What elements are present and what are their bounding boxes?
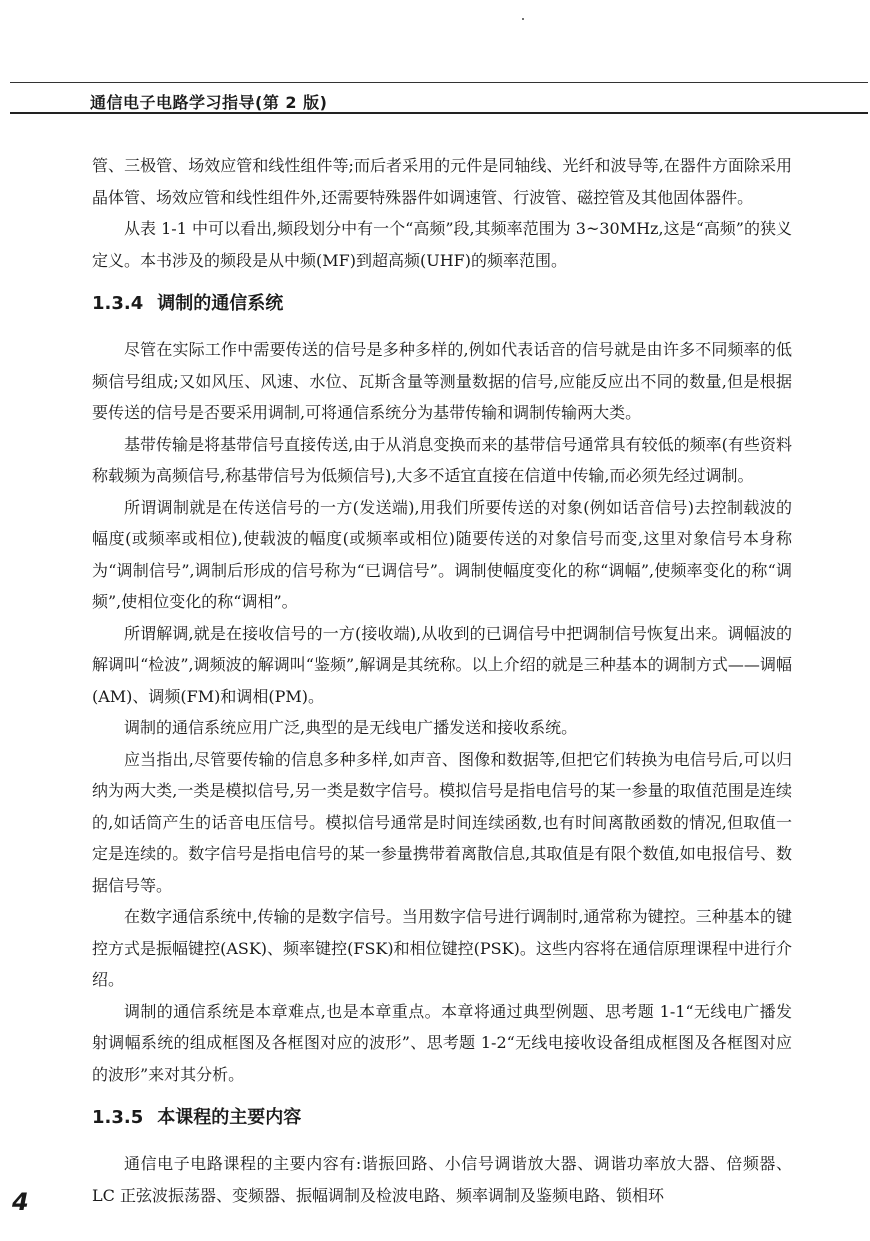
paragraph: 基带传输是将基带信号直接传送,由于从消息变换而来的基带信号通常具有较低的频率(有些资料称载频为高频信号,称基带信号为低频信号),大多不适宜直接在信道中传输,而必须先经过调制。 <box>92 434 792 485</box>
paragraph: 尽管在实际工作中需要传送的信号是多种多样的,例如代表话音的信号就是由许多不同频率的低频信号组成;又如风压、风速、水位、瓦斯含量等测量数据的信号,应能反应出不同的数量,但是根据要传送的信号是否要采用调制,可将通信系统分为基带传输和调制传输两大类。 <box>92 340 792 422</box>
paragraph: 调制的通信系统是本章难点,也是本章重点。本章将通过典型例题、思考题 1-1“无线电广播发射调幅系统的组成框图及各框图对应的波形”、思考题 1-2“无线电接收设备组成框图及各框图对应的波形”来对其分析。 <box>92 1001 792 1084</box>
paragraph: 管、三极管、场效应管和线性组件等;而后者采用的元件是同轴线、光纤和波导等,在器件方面除采用晶体管、场效应管和线性组件外,还需要特殊器件如调速管、行波管、磁控管及其他固体器件。 <box>92 156 792 207</box>
paragraph: 从表 1-1 中可以看出,频段划分中有一个“高频”段,其频率范围为 3~30MHz,这是“高频”的狭义定义。本书涉及的频段是从中频(MF)到超高频(UHF)的频率范围。 <box>92 219 792 270</box>
paragraph: 所谓解调,就是在接收信号的一方(接收端),从收到的已调信号中把调制信号恢复出来。调幅波的解调叫“检波”,调频波的解调叫“鉴频”,解调是其统称。以上介绍的就是三种基本的调制方式——调幅(AM)、调频(FM)和调相(PM)。 <box>92 623 792 706</box>
scan-speck <box>522 18 524 20</box>
running-header: 通信电子电路学习指导(第 2 版) <box>90 93 328 112</box>
body-text <box>92 150 792 1211</box>
header-rule <box>10 112 868 114</box>
section-number: 1.3.5 <box>92 1107 144 1128</box>
paragraph: 应当指出,尽管要传输的信息多种多样,如声音、图像和数据等,但把它们转换为电信号后,可以归纳为两大类,一类是模拟信号,另一类是数字信号。模拟信号是指电信号的某一参量的取值范围是连续的,如话筒产生的话音电压信号。模拟信号通常是时间连续函数,也有时间离散函数的情况,但取值一定是连续的。数字信号是指电信号的某一参量携带着离散信息,其取值是有限个数值,如电报信号、数据信号等。 <box>92 749 792 895</box>
section-number: 1.3.4 <box>92 293 144 314</box>
page-number: 4 <box>12 1188 29 1216</box>
section-heading-1-3-5 <box>92 1102 792 1134</box>
paragraph: 所谓调制就是在传送信号的一方(发送端),用我们所要传送的对象(例如话音信号)去控制载波的幅度(或频率或相位),使载波的幅度(或频率或相位)随要传送的对象信号而变,这里对象信号本身称为“调制信号”,调制后形成的信号称为“已调信号”。调制使幅度变化的称“调幅”,使频率变化的称“调频”,使相位变化的称“调相”。 <box>92 497 792 611</box>
paragraph: 在数字通信系统中,传输的是数字信号。当用数字信号进行调制时,通常称为键控。三种基本的键控方式是振幅键控(ASK)、频率键控(FSK)和相位键控(PSK)。这些内容将在通信原理课程中进行介绍。 <box>92 907 792 989</box>
section-heading-1-3-4 <box>92 288 792 320</box>
paragraph: 通信电子电路课程的主要内容有:谐振回路、小信号调谐放大器、调谐功率放大器、倍频器、LC 正弦波振荡器、变频器、振幅调制及检波电路、频率调制及鉴频电路、锁相环 <box>92 1154 792 1205</box>
section-title: 调制的通信系统 <box>157 293 284 314</box>
header-rule-top <box>10 82 868 83</box>
paragraph: 调制的通信系统应用广泛,典型的是无线电广播发送和接收系统。 <box>124 718 578 737</box>
section-title: 本课程的主要内容 <box>157 1107 302 1128</box>
